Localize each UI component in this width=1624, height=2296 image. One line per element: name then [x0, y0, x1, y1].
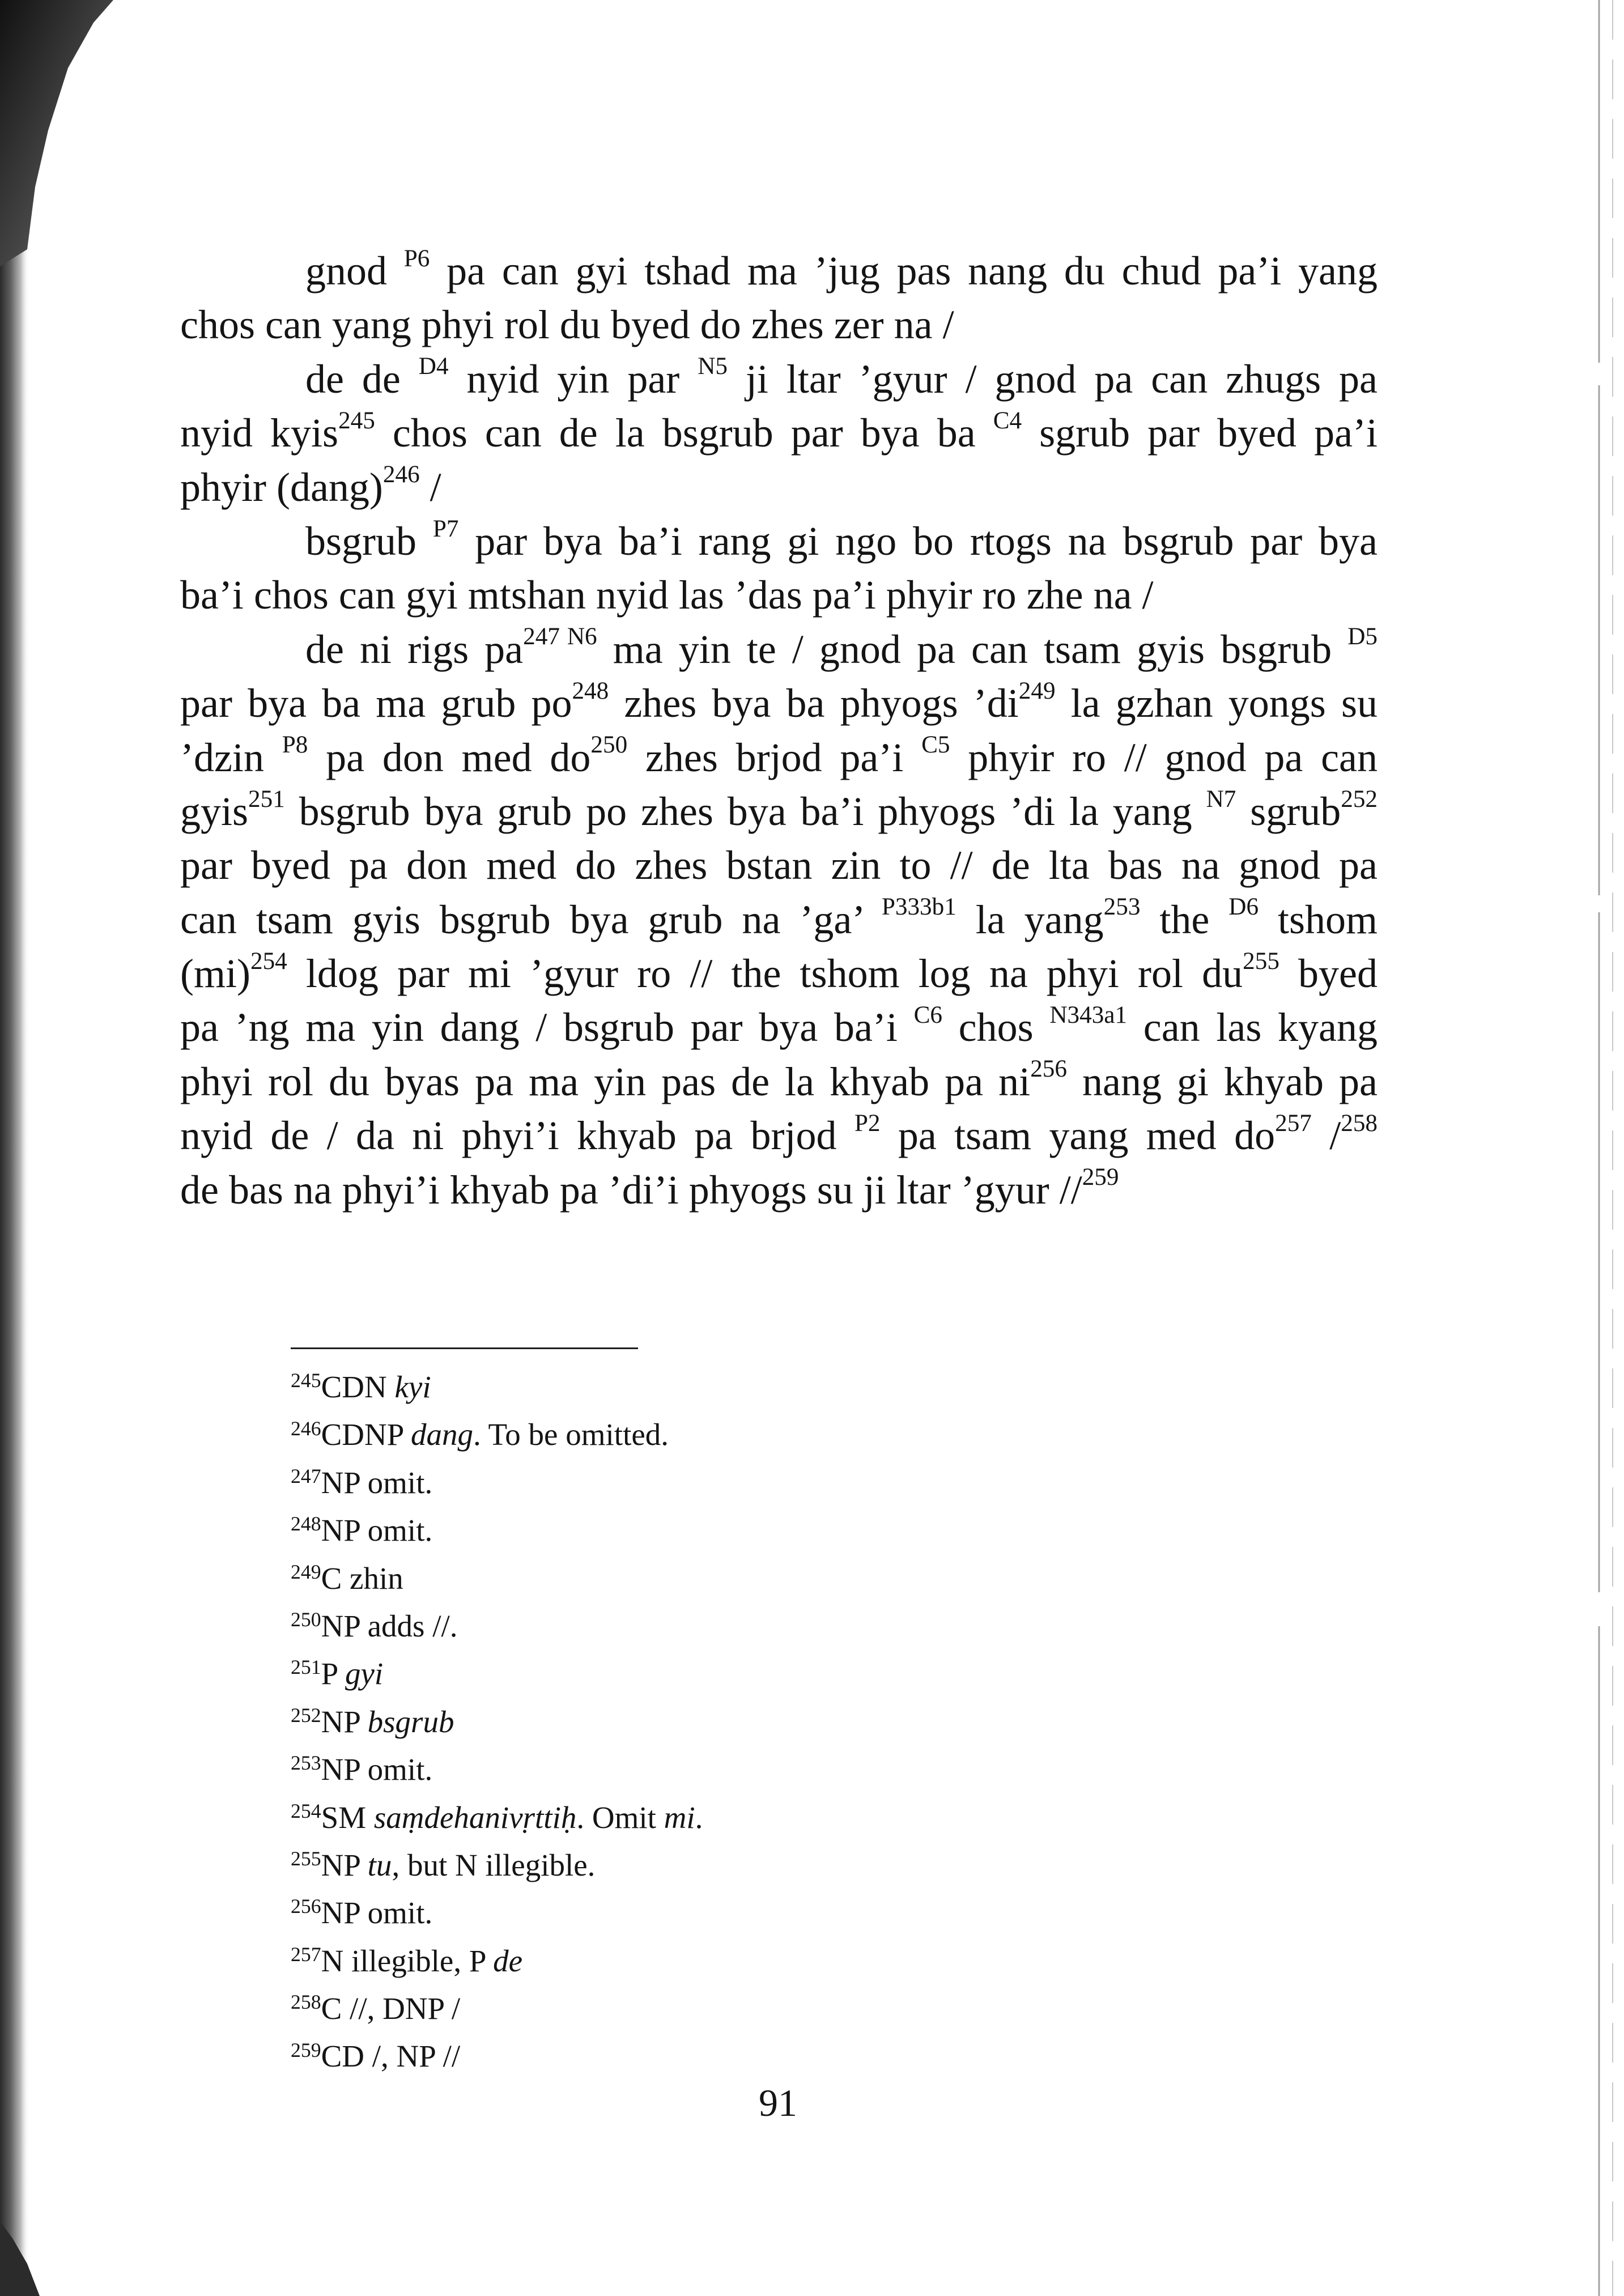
text-line: [180, 1001, 1378, 1055]
footnote-number: 257: [291, 1942, 321, 1966]
text-run: ldog par mi ’gyur ro // the tshom log na phyi rol du: [287, 951, 1243, 997]
top-corner-shadow: [0, 0, 113, 266]
text-run: . To be omitted.: [473, 1417, 669, 1452]
main-text-block: [180, 244, 1378, 1217]
text-line: [180, 1163, 1378, 1217]
text-run: nyid de / da ni phyi’i khyab pa brjod: [180, 1113, 854, 1159]
line-content: [180, 1002, 1378, 1051]
italic-term: mi: [664, 1800, 695, 1835]
text-run: phyir ro // gnod pa can: [950, 734, 1378, 780]
text-run: gyis: [180, 788, 249, 834]
text-run: par bya ba ma grub po: [180, 681, 572, 726]
note-marker: 259: [1082, 1164, 1119, 1191]
text-run: C zhin: [321, 1561, 403, 1596]
text-run: NP: [321, 1704, 368, 1739]
note-marker: 257: [1275, 1109, 1312, 1137]
text-run: pa don med do: [308, 734, 591, 780]
footnote-rule: [291, 1347, 638, 1349]
footnote: [291, 1794, 1197, 1842]
text-run: /: [419, 464, 441, 510]
note-marker: 253: [1103, 894, 1141, 921]
text-run: bsgrub bya grub po zhes bya ba’i phyogs ’di la yang: [284, 788, 1206, 834]
line-content: [180, 1109, 1378, 1159]
text-run: ba’i chos can gyi mtshan nyid las ’das pa’i phyir ro zhe na /: [180, 572, 1154, 618]
text-run: /: [1311, 1113, 1341, 1159]
note-marker: P2: [854, 1109, 881, 1137]
footnote: [291, 1602, 1197, 1650]
line-content: [305, 515, 1378, 564]
italic-term: bsgrub: [367, 1704, 454, 1739]
italic-term: tu: [367, 1847, 392, 1882]
note-marker: D4: [418, 353, 449, 380]
note-marker: 247: [523, 623, 560, 650]
text-run: byed: [1279, 951, 1378, 997]
footnote-number: 253: [291, 1751, 321, 1775]
line-content: [180, 1056, 1378, 1104]
body-paragraph: [180, 352, 1378, 515]
footnote-number: 256: [291, 1895, 321, 1918]
text-run: CD /, NP //: [321, 2039, 461, 2074]
text-run: chos: [942, 1005, 1050, 1051]
footnote-number: 252: [291, 1703, 321, 1727]
footnote: [291, 1363, 1197, 1411]
footnote-number: 251: [291, 1656, 321, 1679]
line-content: [305, 245, 1378, 294]
note-marker: N7: [1206, 785, 1236, 813]
text-run: N illegible, P: [321, 1943, 494, 1978]
text-run: chos can yang phyi rol du byed do zhes zer na /: [180, 302, 954, 348]
text-run: NP: [321, 1847, 368, 1882]
text-run: bsgrub: [305, 518, 433, 564]
body-paragraph: [180, 623, 1378, 1217]
text-run: NP omit.: [321, 1752, 433, 1787]
italic-term: dang: [411, 1417, 474, 1452]
line-content: [180, 461, 441, 510]
text-run: chos can de la bsgrub par bya ba: [375, 410, 993, 456]
footnote-number: 255: [291, 1847, 321, 1870]
scan-edge-lines: [1581, 0, 1624, 2296]
text-run: nang gi khyab pa: [1066, 1058, 1378, 1104]
text-run: phyi rol du byas pa ma yin pas de la khyab pa ni: [180, 1058, 1031, 1104]
text-line: [180, 1109, 1378, 1163]
text-run: de ni rigs pa: [305, 626, 524, 672]
footnote: [291, 1650, 1197, 1698]
footnote: [291, 2033, 1197, 2080]
footnote-number: 259: [291, 2038, 321, 2061]
line-content: [180, 407, 1378, 456]
italic-term: saṃdehanivṛttiḥ: [373, 1800, 577, 1835]
text-run: par byed pa don med do zhes bstan zin to // de lta bas na gnod pa: [180, 843, 1378, 888]
note-marker: C5: [921, 732, 950, 759]
text-run: nyid kyis: [180, 410, 339, 456]
note-marker: P333b1: [881, 894, 956, 921]
note-marker: P6: [403, 245, 430, 272]
footnote-number: 254: [291, 1799, 321, 1822]
text-line: [180, 244, 1378, 298]
note-marker: C6: [913, 1002, 942, 1029]
text-run: ’dzin: [180, 734, 282, 780]
text-run: can las kyang: [1127, 1005, 1378, 1051]
footnote-number: 249: [291, 1560, 321, 1583]
line-content: [180, 1164, 1119, 1213]
text-line: [180, 461, 1378, 515]
footnote-number: 258: [291, 1991, 321, 2014]
text-run: CDN: [321, 1370, 395, 1404]
footnote: [291, 1985, 1197, 2033]
line-content: [305, 353, 1378, 402]
note-marker: C4: [993, 407, 1022, 434]
text-run: pa ’ng ma yin dang / bsgrub par bya ba’i: [180, 1005, 914, 1051]
note-marker: 250: [590, 732, 628, 759]
footnote: [291, 1889, 1197, 1937]
note-marker: 248: [572, 677, 609, 704]
text-line: [180, 731, 1378, 785]
text-run: sgrub par byed pa’i: [1022, 410, 1378, 456]
footnote: [291, 1555, 1197, 1602]
text-run: NP omit.: [321, 1895, 433, 1931]
footnote-number: 250: [291, 1608, 321, 1631]
footnote: [291, 1746, 1197, 1793]
body-paragraph: [180, 515, 1378, 623]
text-run: pa tsam yang med do: [880, 1113, 1276, 1159]
text-run: la yang: [956, 896, 1104, 942]
text-line: [180, 623, 1378, 677]
text-line: [180, 1055, 1378, 1109]
scan-binding-shadow: [0, 0, 125, 2296]
italic-term: gyi: [345, 1656, 384, 1691]
text-run: de bas na phyi’i khyab pa ’di’i phyogs su ji ltar ’gyur //: [180, 1167, 1082, 1213]
text-run: C //, DNP /: [321, 1991, 461, 2026]
text-run: NP omit.: [321, 1513, 433, 1548]
line-content: [180, 302, 954, 347]
note-marker: 254: [250, 947, 287, 975]
note-marker: N5: [698, 353, 728, 380]
text-run: ji ltar ’gyur / gnod pa can zhugs pa: [727, 356, 1378, 402]
line-content: [180, 572, 1154, 618]
note-marker: 246: [382, 461, 420, 488]
text-line: [180, 677, 1378, 730]
note-marker: 258: [1341, 1109, 1378, 1137]
text-run: nyid yin par: [448, 356, 698, 402]
text-run: zhes bya ba phyogs ’di: [609, 681, 1019, 726]
footnote: [291, 1459, 1197, 1507]
binding-edge-strip: [0, 0, 29, 2296]
text-run: NP adds //.: [321, 1608, 458, 1643]
text-run: gnod: [305, 248, 404, 294]
italic-term: kyi: [394, 1370, 431, 1404]
footnotes-block: [291, 1363, 1197, 2081]
text-run: sgrub: [1236, 788, 1341, 834]
page-number: 91: [759, 2081, 797, 2124]
footnote: [291, 1507, 1197, 1554]
text-line: [180, 893, 1378, 947]
note-marker: 251: [248, 785, 285, 813]
note-marker: N6: [567, 623, 597, 650]
text-run: (mi): [180, 951, 250, 997]
text-run: . Omit: [576, 1800, 664, 1835]
text-line: [180, 515, 1378, 568]
text-run: zhes brjod pa’i: [627, 734, 922, 780]
text-run: can tsam gyis bsgrub bya grub na ’ga’: [180, 896, 882, 942]
text-run: de de: [305, 356, 419, 402]
text-line: [180, 785, 1378, 839]
text-line: [180, 406, 1378, 460]
text-run: , but N illegible.: [392, 1847, 596, 1882]
text-run: pa can gyi tshad ma ’jug pas nang du chud pa’i yang: [430, 248, 1378, 294]
note-marker: P8: [282, 732, 308, 759]
footnote: [291, 1937, 1197, 1985]
text-run: la gzhan yongs su: [1055, 681, 1378, 726]
line-content: [180, 785, 1378, 834]
text-run: P: [321, 1656, 345, 1691]
italic-term: de: [493, 1943, 523, 1978]
line-content: [180, 843, 1378, 888]
footnote-number: 247: [291, 1464, 321, 1487]
text-line: [180, 839, 1378, 892]
note-marker: 256: [1030, 1056, 1067, 1083]
text-run: tshom: [1259, 896, 1378, 942]
footnote: [291, 1842, 1197, 1889]
note-marker: P7: [432, 515, 459, 542]
note-marker: 249: [1018, 677, 1056, 704]
text-line: [180, 352, 1378, 406]
text-line: [180, 568, 1378, 622]
footnote-number: 245: [291, 1369, 321, 1392]
note-marker: 252: [1341, 785, 1378, 813]
line-content: [180, 947, 1378, 997]
note-marker: D5: [1347, 623, 1378, 650]
text-run: .: [695, 1800, 703, 1835]
body-paragraph: [180, 244, 1378, 352]
line-content: [180, 732, 1378, 780]
text-run: par bya ba’i rang gi ngo bo rtogs na bsgrub par bya: [458, 518, 1378, 564]
note-marker: N343a1: [1049, 1002, 1128, 1029]
line-content: [305, 623, 1378, 672]
text-run: CDNP: [321, 1417, 411, 1452]
footnote-number: 246: [291, 1417, 321, 1440]
text-run: phyir (dang): [180, 464, 383, 510]
footnote: [291, 1698, 1197, 1746]
footnote-number: 248: [291, 1512, 321, 1536]
text-line: [180, 947, 1378, 1001]
text-run: ma yin te / gnod pa can tsam gyis bsgrub: [597, 626, 1348, 672]
note-marker: 255: [1243, 947, 1279, 975]
footnote: [291, 1411, 1197, 1459]
note-marker: 245: [338, 407, 375, 434]
line-content: [180, 677, 1378, 726]
text-run: SM: [321, 1800, 374, 1835]
line-content: [180, 894, 1378, 942]
text-line: [180, 298, 1378, 352]
text-run: the: [1140, 896, 1229, 942]
text-run: NP omit.: [321, 1465, 433, 1500]
note-marker: D6: [1228, 894, 1259, 921]
